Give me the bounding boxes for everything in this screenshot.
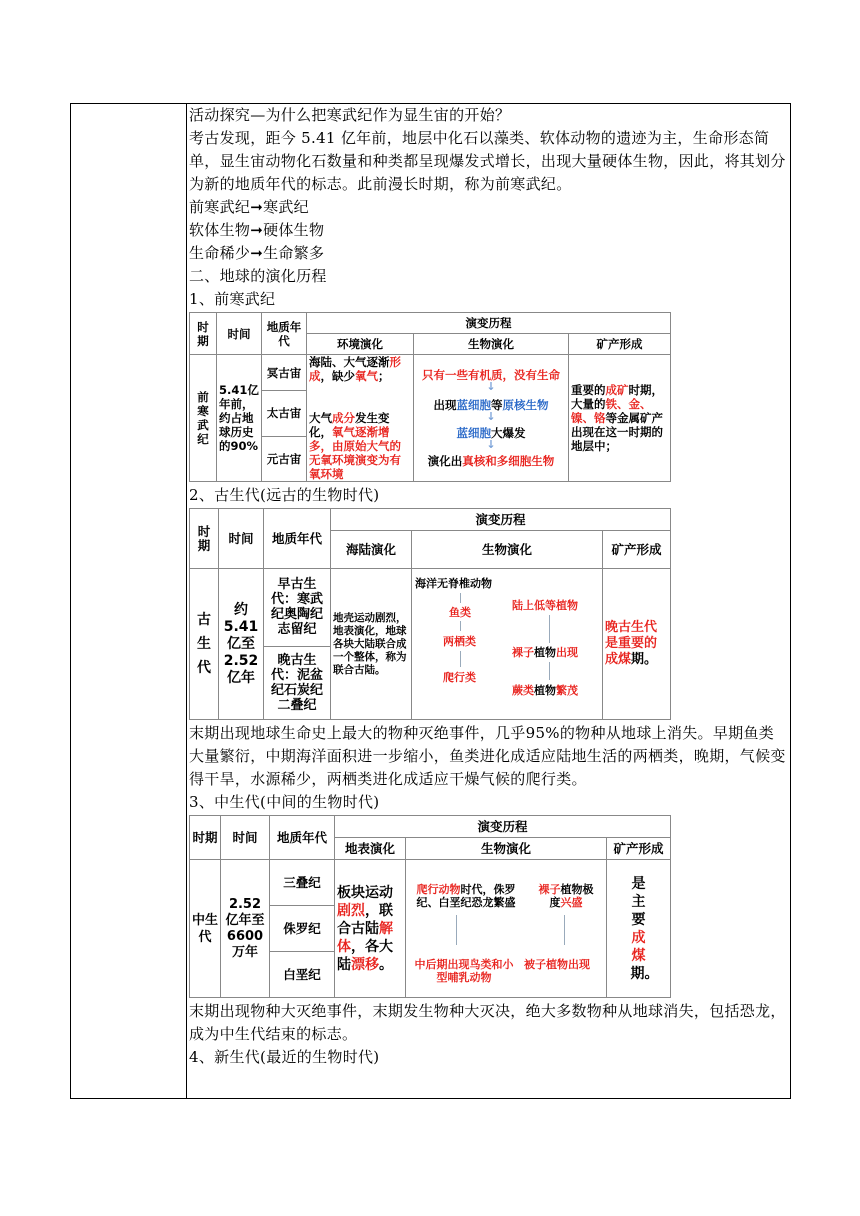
header-history: 演变历程 bbox=[331, 509, 671, 531]
early-paleozoic: 早古生代：寒武纪奥陶纪志留纪 bbox=[264, 569, 331, 647]
time-cell: 2.52亿年至6600万年 bbox=[221, 860, 270, 998]
header-minerals: 矿产形成 bbox=[607, 838, 671, 860]
header-period: 时期 bbox=[190, 816, 221, 860]
minerals-cell: 是主要成煤期。 bbox=[607, 860, 671, 998]
header-biology: 生物演化 bbox=[406, 838, 607, 860]
header-period: 时期 bbox=[190, 509, 219, 569]
contrast-line-3: 生命稀少➞生命繁多 bbox=[189, 244, 325, 262]
gymnosperms-flourish: 裸子植物极度兴盛 bbox=[538, 882, 594, 909]
header-era: 地质年代 bbox=[262, 313, 307, 355]
subheading-precambrian: 1、前寒武纪 bbox=[189, 290, 276, 308]
biology-cell bbox=[406, 860, 607, 998]
header-minerals: 矿产形成 bbox=[603, 531, 671, 569]
biology-cell: 只有一些有机质，没有生命 ↓ 出现蓝细胞等原核生物 ↓ 蓝细胞大爆发 ↓ 演化出真核和多细胞生物 bbox=[414, 355, 569, 482]
minerals-cell: 晚古生代是重要的成煤期。 bbox=[603, 569, 671, 720]
header-surface: 地表演化 bbox=[335, 838, 406, 860]
ferns: 蕨类植物繁茂 bbox=[512, 684, 578, 697]
left-column bbox=[71, 104, 187, 1098]
header-time: 时间 bbox=[221, 816, 270, 860]
era-proterozoic: 元古宙 bbox=[262, 436, 307, 481]
activity-title: 活动探究—为什么把寒武纪作为显生宙的开始？ bbox=[189, 106, 511, 124]
header-minerals: 矿产形成 bbox=[569, 334, 671, 355]
era-triassic: 三叠纪 bbox=[270, 860, 335, 906]
header-time: 时间 bbox=[217, 313, 262, 355]
activity-body: 考古发现，距今 5.41 亿年前，地层中化石以藻类、软体动物的遗迹为主，生命形态简单，显生宙动物化石数量和种类都呈现爆发式增长，出现大量硬体生物，因此，将其划分为新的地质年代的标志。此前漫长时期，称为前寒武纪。 bbox=[189, 129, 786, 193]
header-biology: 生物演化 bbox=[412, 531, 603, 569]
late-paleozoic: 晚古生代：泥盆纪石炭纪二叠纪 bbox=[264, 646, 331, 719]
header-history: 演变历程 bbox=[335, 816, 671, 838]
birds-mammals: 中后期出现鸟类和小型哺乳动物 bbox=[414, 957, 514, 984]
reptiles: 爬行类 bbox=[443, 671, 476, 684]
header-biology: 生物演化 bbox=[414, 334, 569, 355]
environment-cell: 海陆、大气逐渐形成，缺少氧气； 大气成分发生变化，氧气逐渐增多，由原始大气的无氧环境演变为有氧环境 bbox=[307, 355, 414, 482]
paleozoic-table bbox=[189, 508, 671, 720]
arrow-down-icon: ↓ bbox=[486, 438, 496, 451]
contrast-line-2: 软体生物➞硬体生物 bbox=[189, 221, 325, 239]
biology-cell bbox=[412, 569, 603, 720]
period-cell: 古生代 bbox=[190, 569, 219, 720]
section-heading: 二、地球的演化历程 bbox=[189, 267, 327, 285]
sea-land-cell: 地壳运动剧烈，地表演化，地球各块大陆联合成一个整体，称为联合古陆。 bbox=[331, 569, 412, 720]
surface-cell: 板块运动剧烈，联合古陆解体，各大陆漂移。 bbox=[335, 860, 406, 998]
marine-invertebrates: 海洋无脊椎动物 bbox=[415, 577, 492, 590]
contrast-line-1: 前寒武纪➞寒武纪 bbox=[189, 198, 309, 216]
period-cell: 前寒武纪 bbox=[190, 355, 217, 482]
header-era: 地质年代 bbox=[264, 509, 331, 569]
subheading-cenozoic: 4、新生代(最近的生物时代) bbox=[189, 1048, 380, 1066]
era-jurassic: 侏罗纪 bbox=[270, 906, 335, 952]
header-period: 时期 bbox=[190, 313, 217, 355]
header-time: 时间 bbox=[219, 509, 264, 569]
era-hadean: 冥古宙 bbox=[262, 355, 307, 391]
angiosperms-appear: 被子植物出现 bbox=[524, 957, 590, 971]
period-cell: 中生代 bbox=[190, 860, 221, 998]
fish: 鱼类 bbox=[449, 606, 471, 619]
header-history: 演变历程 bbox=[307, 313, 671, 334]
precambrian-table bbox=[189, 312, 671, 482]
era-archean: 太古宙 bbox=[262, 391, 307, 436]
reptile-era: 爬行动物时代，侏罗纪、白垩纪恐龙繁盛 bbox=[416, 882, 516, 909]
content-column bbox=[189, 104, 786, 1069]
header-sea-land: 海陆演化 bbox=[331, 531, 412, 569]
amphibians: 两栖类 bbox=[443, 635, 476, 648]
lesson-table bbox=[70, 103, 791, 1099]
time-cell: 约5.41亿至2.52亿年 bbox=[219, 569, 264, 720]
subheading-mesozoic: 3、中生代(中间的生物时代) bbox=[189, 793, 380, 811]
land-plants: 陆上低等植物 bbox=[512, 599, 578, 612]
header-environment: 环境演化 bbox=[307, 334, 414, 355]
gymnosperms: 裸子植物出现 bbox=[512, 646, 578, 659]
mesozoic-paragraph: 末期出现物种大灭绝事件，末期发生物种大灭决，绝大多数物种从地球消失，包括恐龙，成为中生代结束的标志。 bbox=[189, 1002, 786, 1043]
mesozoic-table bbox=[189, 815, 671, 998]
era-cretaceous: 白垩纪 bbox=[270, 952, 335, 998]
arrow-down-icon: ↓ bbox=[486, 410, 496, 423]
time-cell: 5.41亿年前，约占地球历史的90% bbox=[217, 355, 262, 482]
arrow-down-icon: ↓ bbox=[486, 380, 496, 393]
paleozoic-paragraph: 末期出现地球生命史上最大的物种灭绝事件，几乎95%的物种从地球上消失。早期鱼类大量繁衍，中期海洋面积进一步缩小，鱼类进化成适应陆地生活的两栖类，晚期，气候变得干旱，水源稀少，两栖类进化成适应干燥气候的爬行类。 bbox=[189, 724, 786, 788]
header-era: 地质年代 bbox=[270, 816, 335, 860]
minerals-cell: 重要的成矿时期，大量的铁、金、镍、铬等金属矿产出现在这一时期的地层中； bbox=[569, 355, 671, 482]
subheading-paleozoic: 2、古生代(远古的生物时代) bbox=[189, 486, 380, 504]
